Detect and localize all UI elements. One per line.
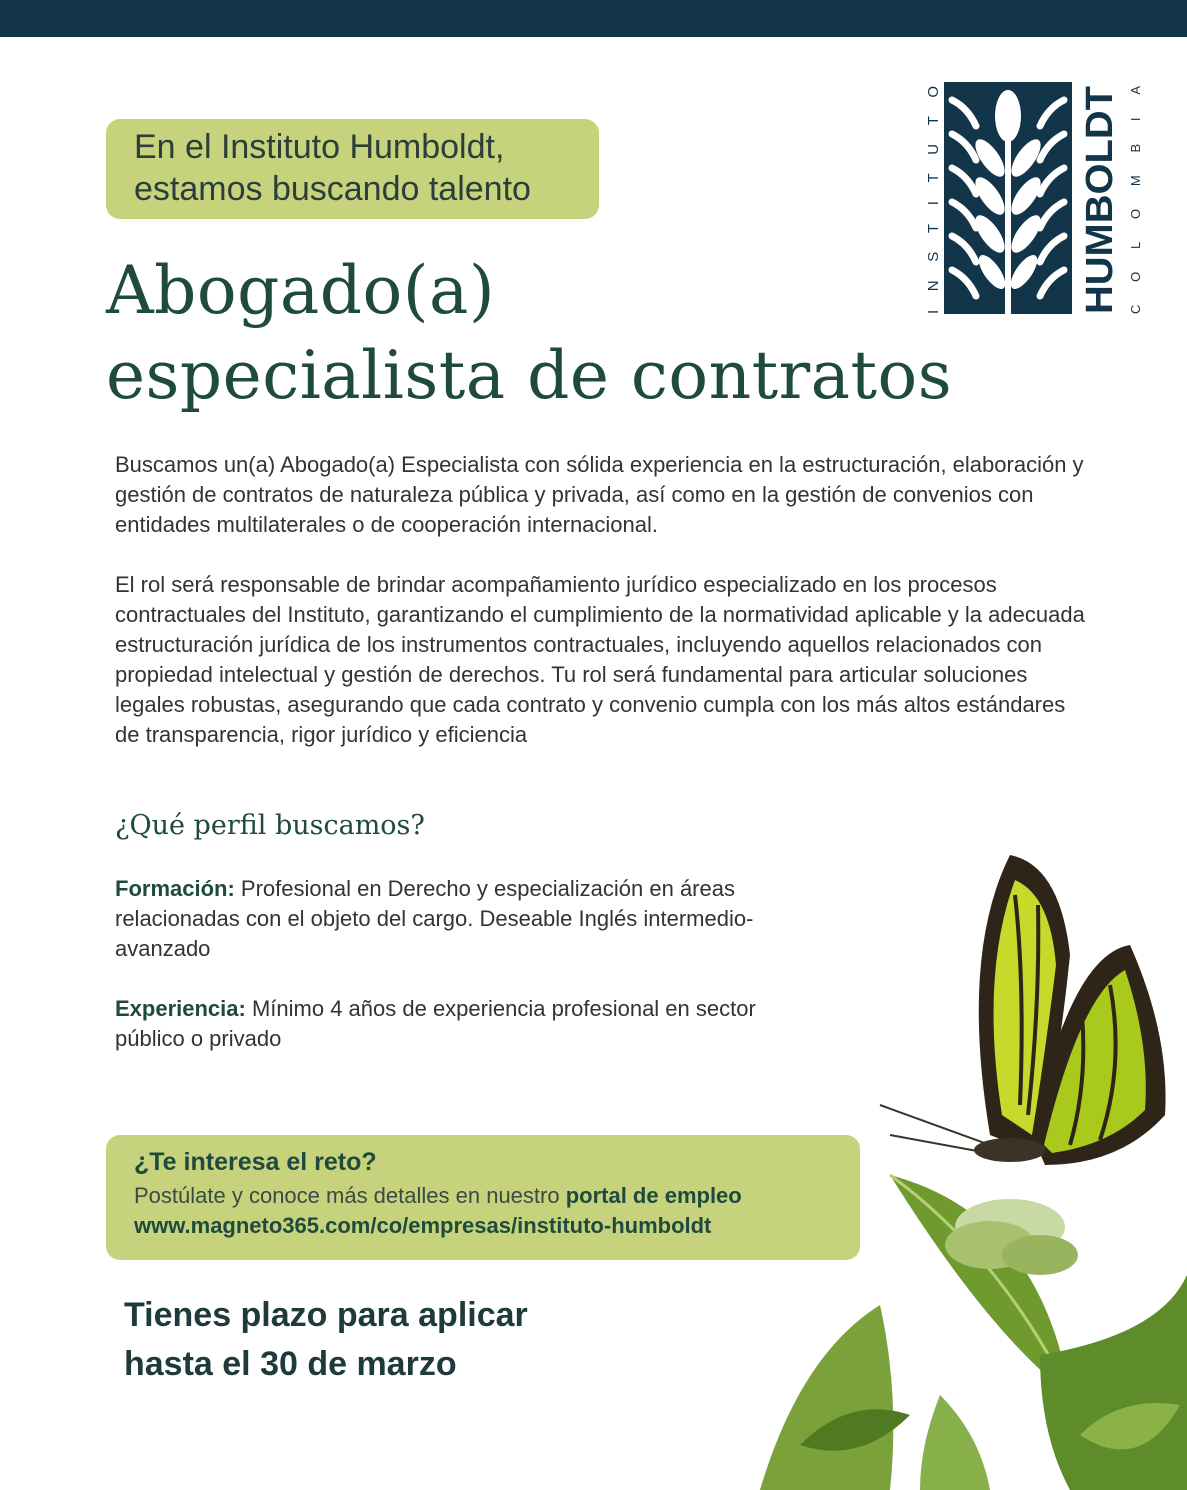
cta-heading: ¿Te interesa el reto? — [134, 1148, 377, 1176]
leaves-image — [760, 1175, 1187, 1490]
job-portal-link[interactable]: portal de empleo — [565, 1183, 742, 1208]
profile-heading: ¿Qué perfil buscamos? — [115, 810, 425, 841]
experience-label: Experiencia: — [115, 996, 246, 1021]
experience-requirement — [115, 994, 775, 1054]
job-portal-url[interactable]: www.magneto365.com/co/empresas/instituto-humboldt — [134, 1213, 712, 1238]
description-paragraph-1: Buscamos un(a) Abogado(a) Especialista con sólida experiencia en la estructuración, elaboración y gestión de contratos de naturaleza pública y privada, así como en la gestión de convenios con entidades multilaterales o de cooperación internacional. — [115, 452, 1084, 537]
education-text: Profesional en Derecho y especialización en áreas relacionadas con el objeto del cargo. Deseable Inglés intermedio- avanzado — [115, 876, 754, 961]
job-title-line-1: Abogado(a) — [106, 252, 496, 329]
intro-line-2: estamos buscando talento — [134, 170, 531, 208]
logo-word-colombia: COLOMBIA — [1128, 86, 1143, 314]
humboldt-logo — [918, 78, 1146, 318]
job-title-line-2: especialista de contratos — [106, 337, 953, 414]
education-label: Formación: — [115, 876, 235, 901]
cta-line-prefix: Postúlate y conoce más detalles en nuestro — [134, 1183, 566, 1208]
deadline-line-1: Tienes plazo para aplicar — [124, 1296, 528, 1334]
logo-word-humboldt: HUMBOLDT — [1079, 96, 1121, 314]
butterfly-image — [880, 855, 1166, 1165]
deadline-line-2: hasta el 30 de marzo — [124, 1345, 457, 1383]
top-band — [0, 0, 1187, 37]
butterfly-and-leaves-illustration — [740, 835, 1187, 1490]
cta-line — [134, 1183, 742, 1209]
logo-word-instituto: INSTITUTO — [925, 86, 942, 314]
education-requirement — [115, 874, 775, 964]
experience-text: Mínimo 4 años de experiencia profesional en sector público o privado — [115, 996, 756, 1051]
intro-line-1: En el Instituto Humboldt, — [134, 128, 505, 166]
description-paragraph-2: El rol será responsable de brindar acompañamiento jurídico especializado en los procesos contractuales del Instituto, garantizando el cumplimiento de la normatividad aplicable y la adecuada estructuración jurídica de los instrumentos contractuales, incluyendo aquellos relacionados con propiedad intelectual y gestión de derechos. Tu rol será fundamental para articular soluciones legales robustas, asegurando que cada contrato y convenio cumpla con los más altos estándares de transparencia, rigor jurídico y eficiencia — [115, 572, 1085, 747]
